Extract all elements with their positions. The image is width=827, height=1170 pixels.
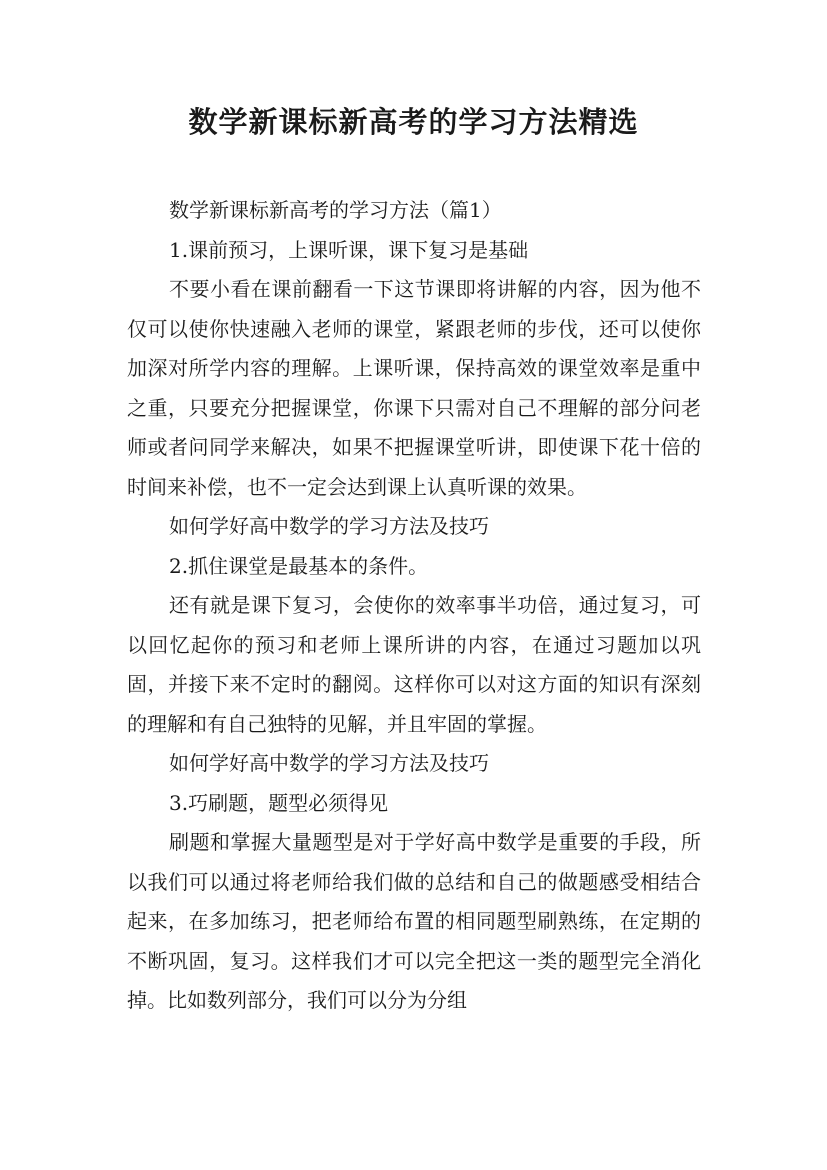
paragraph-point-1: 1.课前预习，上课听课，课下复习是基础: [169, 237, 529, 262]
document-title: 数学新课标新高考的学习方法精选: [188, 105, 639, 139]
paragraph-subheading-2: 如何学好高中数学的学习方法及技巧: [169, 751, 489, 775]
document-body: [127, 191, 701, 1021]
paragraph-body-2: 还有就是课下复习，会使你的效率事半功倍，通过复习，可以回忆起你的预习和老师上课所讲的内容，在通过习题加以巩固，并接下来不定时的翻阅。这样你可以对这方面的知识有深刻的理解和有自己独特的见解，并且牢固的掌握。: [127, 593, 701, 736]
paragraph-subheading-1: 如何学好高中数学的学习方法及技巧: [169, 514, 489, 538]
paragraph-point-2: 2.抓住课堂是最基本的条件。: [169, 553, 429, 578]
paragraph-body-3: 刷题和掌握大量题型是对于学好高中数学是重要的手段，所以我们可以通过将老师给我们做的总结和自己的做题感受相结合起来，在多加练习，把老师给布置的相同题型刷熟练，在定期的不断巩固，复习。这样我们才可以完全把这一类的题型完全消化掉。比如数列部分，我们可以分为分组: [127, 830, 701, 1012]
paragraph-point-3: 3.巧刷题，题型必须得见: [169, 790, 389, 815]
paragraph-section-heading: 数学新课标新高考的学习方法（篇1）: [169, 198, 502, 222]
paragraph-body-1: 不要小看在课前翻看一下这节课即将讲解的内容，因为他不仅可以使你快速融入老师的课堂，紧跟老师的步伐，还可以使你加深对所学内容的理解。上课听课，保持高效的课堂效率是重中之重，只要充分把握课堂，你课下只需对自己不理解的部分问老师或者问同学来解决，如果不把握课堂听讲，即使课下花十倍的时间来补偿，也不一定会达到课上认真听课的效果。: [127, 277, 701, 499]
